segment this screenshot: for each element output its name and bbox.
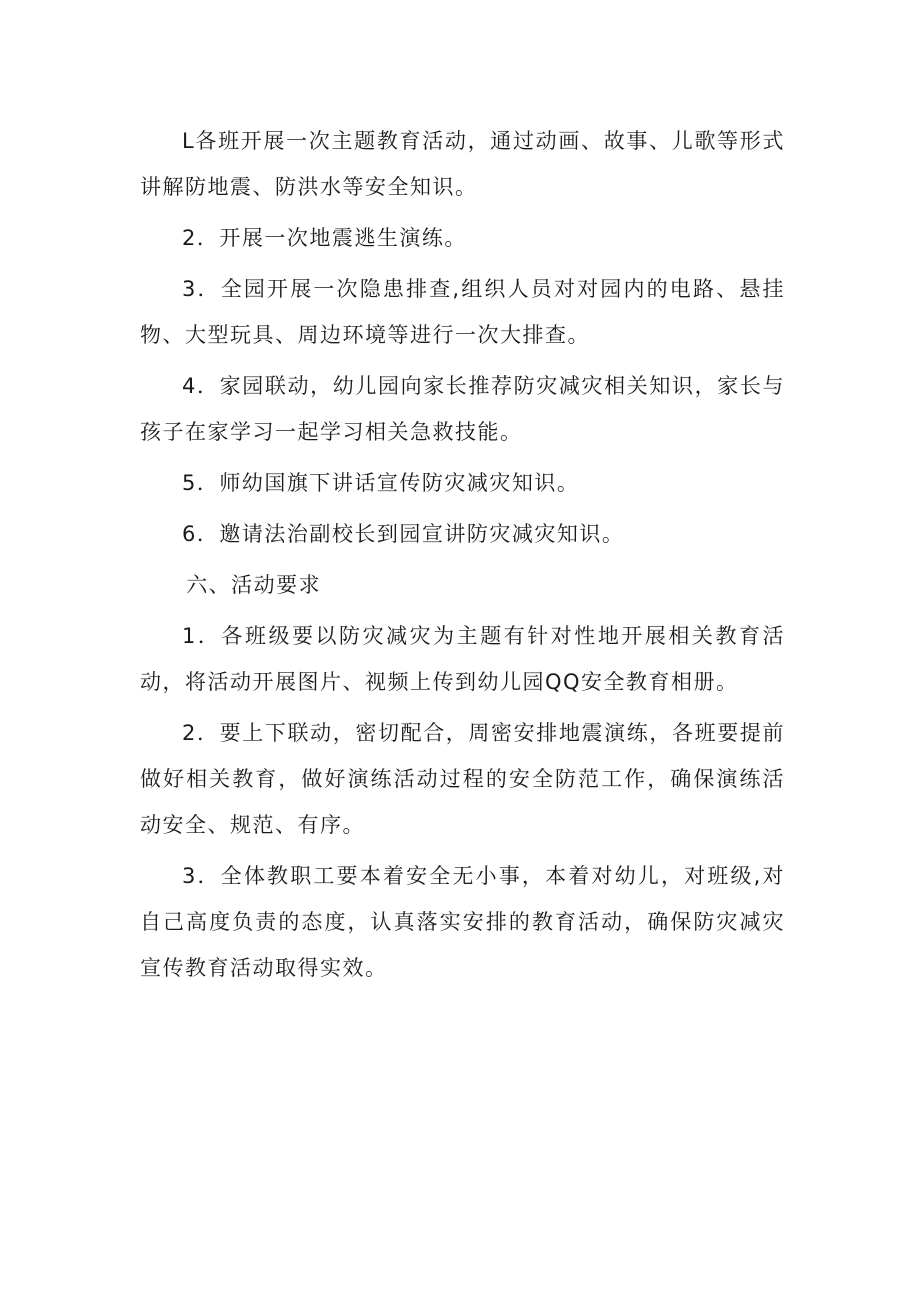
document-body <box>140 118 785 996</box>
paragraph-activity-1: L各班开展一次主题教育活动，通过动画、故事、儿歌等形式讲解防地震、防洪水等安全知识。 <box>140 129 785 199</box>
paragraph-activity-2: 2．开展一次地震逃生演练。 <box>182 226 467 250</box>
paragraph-requirement-2: 2．要上下联动，密切配合，周密安排地震演练，各班要提前做好相关教育，做好演练活动过程的安全防范工作，确保演练活动安全、规范、有序。 <box>140 721 785 837</box>
paragraph-activity-6: 6．邀请法治副校长到园宣讲防灾减灾知识。 <box>182 522 625 546</box>
paragraph-activity-5: 5．师幼国旗下讲话宣传防灾减灾知识。 <box>182 471 580 495</box>
paragraph-activity-4: 4．家园联动，幼儿园向家长推荐防灾减灾相关知识，家长与孩子在家学习一起学习相关急救技能。 <box>140 374 785 444</box>
section-heading-requirements: 六、活动要求 <box>186 573 322 597</box>
paragraph-requirement-3: 3．全体教职工要本着安全无小事，本着对幼儿，对班级,对自己高度负责的态度，认真落实安排的教育活动，确保防灾减灾宣传教育活动取得实效。 <box>140 864 785 980</box>
paragraph-activity-3: 3．全园开展一次隐患排查,组织人员对对园内的电路、悬挂物、大型玩具、周边环境等进行一次大排查。 <box>140 277 785 347</box>
paragraph-requirement-1: 1．各班级要以防灾减灾为主题有针对性地开展相关教育活动，将活动开展图片、视频上传到幼儿园QQ安全教育相册。 <box>140 624 785 694</box>
